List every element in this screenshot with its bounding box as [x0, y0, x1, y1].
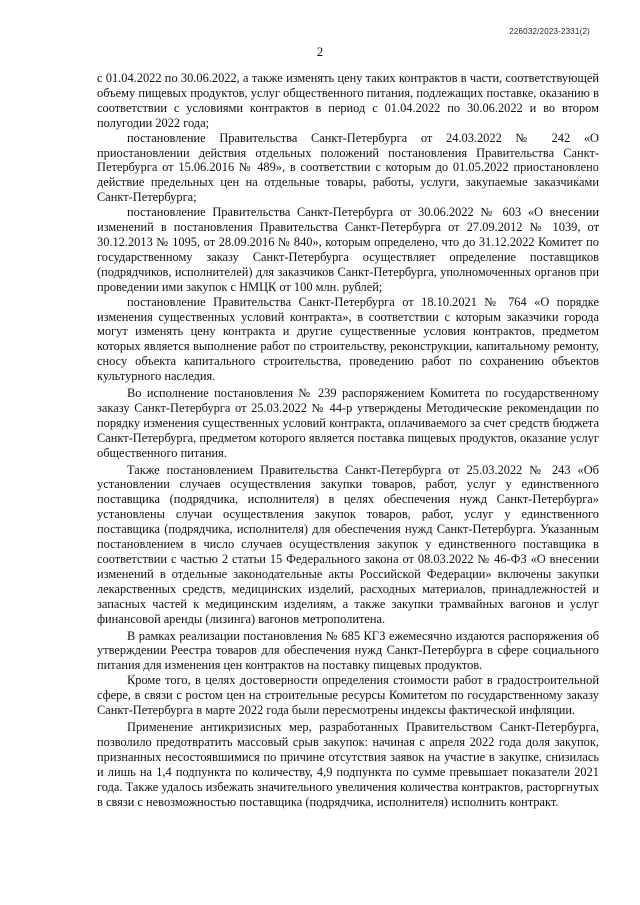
- paragraph-resolution-242: постановление Правительства Санкт-Петербурга от 24.03.2022 № 242 «О приостановлении действия отдельных положений постановления Правительства Санкт-Петербурга от 15.06.2016 № 489», в соответствии с которым до 01.05.2022 приостановлено действие предельных цен на отдельные товары, работы, услуги, закупаемые заказчиками Санкт-Петербурга;: [97, 130, 599, 205]
- paragraph-resolution-685: В рамках реализации постановления № 685 КГЗ ежемесячно издаются распоряжения об утверждении Реестра товаров для обеспечения нужд Санкт-Петербурга в сфере социального питания для изменения цен контрактов на поставку пищевых продуктов.: [97, 628, 599, 673]
- document-number: 226032/2023-2331(2): [509, 27, 590, 36]
- paragraph-inflation-indices: Кроме того, в целях достоверности определения стоимости работ в градостроительной сфере, в связи с ростом цен на строительные ресурсы Комитетом по государственному заказу Санкт-Петербурга в марте 2022 года были пересмотрены индексы фактической инфляции.: [97, 673, 599, 718]
- paragraph-resolution-603: постановление Правительства Санкт-Петербурга от 30.06.2022 № 603 «О внесении изменений в постановления Правительства Санкт-Петербурга от 27.09.2012 № 1039, от 30.12.2013 № 1095, от 28.09.2016 № 840», которым определено, что до 31.12.2022 Комитет по государственному заказу Санкт-Петербурга осуществляет определение поставщиков (подрядчиков, исполнителей) для заказчиков Санкт-Петербурга, уполномоченных органов при проведении ими закупок с НМЦК от 100 млн. рублей;: [97, 205, 599, 294]
- document-body: [97, 71, 599, 809]
- paragraph-continuation: с 01.04.2022 по 30.06.2022, а также изменять цену таких контрактов в части, соответствующей объему пищевых продуктов, услуг общественного питания, подлежащих поставке, оказанию в соответствии с условиями контрактов в период с 01.04.2022 по 30.06.2022 и во втором полугодии 2022 года;: [97, 71, 599, 130]
- paragraph-resolution-764: постановление Правительства Санкт-Петербурга от 18.10.2021 № 764 «О порядке изменения существенных условий контракта», в соответствии с которым заказчики города могут изменять цену контракта и другие существенные условия контрактов, предметом которых является выполнение работ по строительству, реконструкции, капитальному ремонту, сносу объекта капитального строительства, проведению работ по сохранению объектов культурного наследия.: [97, 294, 599, 384]
- page-number: 2: [316, 44, 324, 59]
- paragraph-resolution-243: Также постановлением Правительства Санкт-Петербурга от 25.03.2022 № 243 «Об установлении случаев осуществления закупки товаров, работ, услуг у единственного поставщика (подрядчика, исполнителя) в целях обеспечения нужд Санкт-Петербурга» установлены случаи осуществления закупок товаров, работ, услуг у единственного поставщика (подрядчика, исполнителя) для обеспечения нужд Санкт-Петербурга. Указанным постановлением в число случаев осуществления закупок у единственного поставщика в соответствии с частью 2 статьи 15 Федерального закона от 08.03.2022 № 46-ФЗ «О внесении изменений в отдельные законодательные акты Российской Федерации» включены закупки лекарственных средств, медицинских изделий, расходных материалов, принадлежностей и запасных частей к медицинским изделиям, а также закупки трамвайных вагонов и услуг финансовой аренды (лизинга) вагонов метрополитена.: [97, 462, 599, 626]
- paragraph-anticrisis-results: Применение антикризисных мер, разработанных Правительством Санкт-Петербурга, позволило предотвратить массовый срыв закупок: начиная с апреля 2022 года доля закупок, признанных несостоявшимися по причине отсутствия заявок на участие в закупке, снизилась и лишь на 1,4 подпункта по количеству, 4,9 подпункта по сумме превышает показатели 2021 года. Также удалось избежать значительного увеличения количества контрактов, расторгнутых в связи с невозможностью поставщика (подрядчика, исполнителя) исполнить контракт.: [97, 719, 599, 809]
- paragraph-order-44r: Во исполнение постановления № 239 распоряжением Комитета по государственному заказу Санкт-Петербурга от 25.03.2022 № 44-р утверждены Методические рекомендации по порядку изменения существенных условий контракта, оплачиваемого за счет средств бюджета Санкт-Петербурга, предметом которого является поставка пищевых продуктов, оказание услуг общественного питания.: [97, 386, 599, 460]
